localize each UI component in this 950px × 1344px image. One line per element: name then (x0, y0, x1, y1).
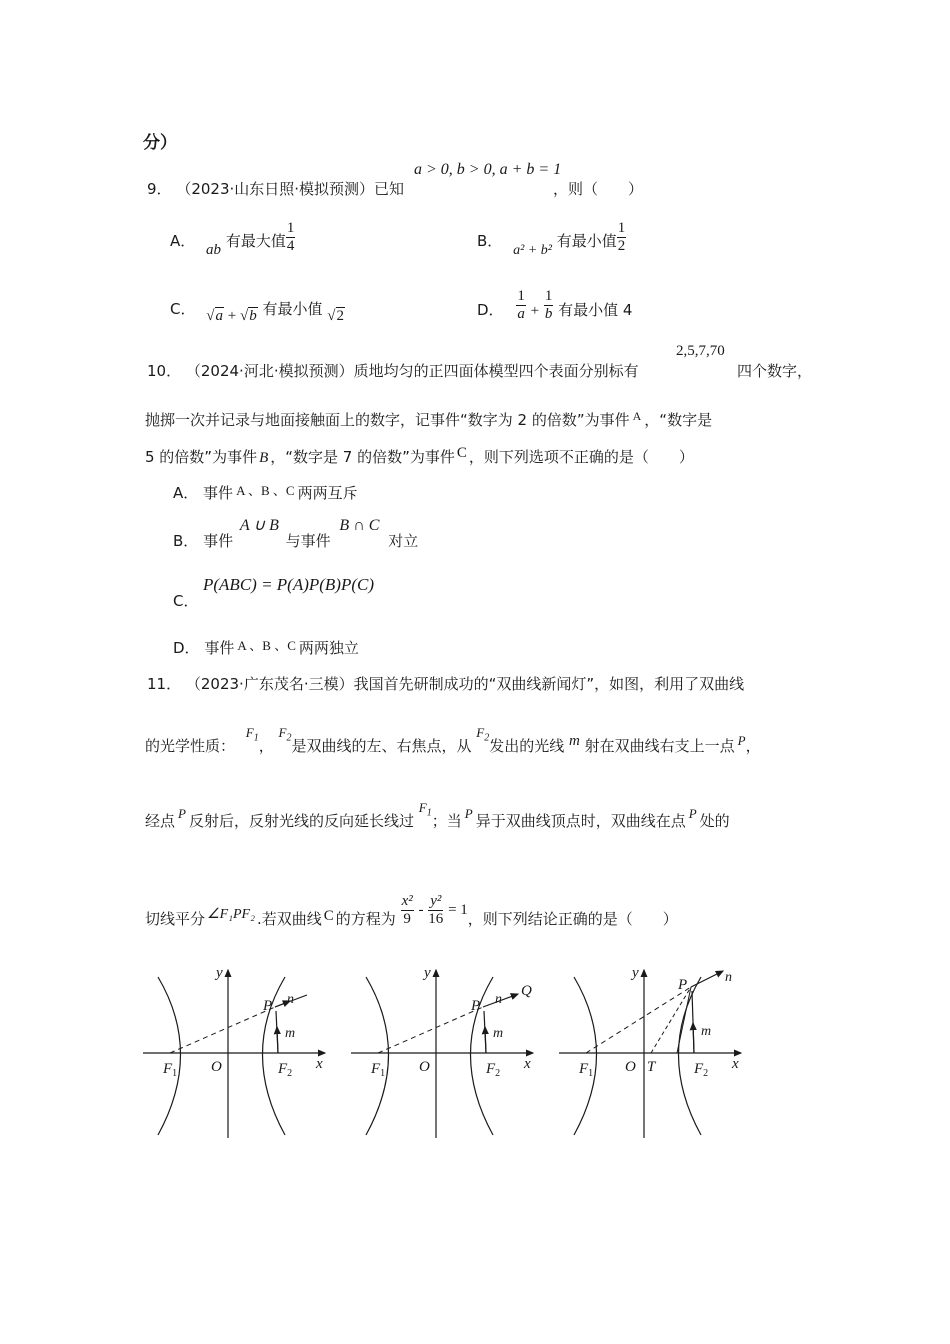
f1-sub: 1 (588, 1068, 594, 1079)
q11-line2-b: 是双曲线的左、右焦点，从 (291, 737, 472, 755)
f2-sub: 2 (703, 1068, 709, 1079)
q10-option-b[interactable] (173, 517, 419, 551)
f1-letter: F (579, 1061, 589, 1077)
q10-numbers: 2,5,7,70 (676, 343, 725, 359)
q11-line3-c: ；当 (431, 812, 462, 830)
q10-var-c: C (456, 445, 467, 461)
f1-letter: F (163, 1061, 173, 1077)
q11-number: 11． (147, 675, 182, 693)
reflected-ray (691, 971, 723, 987)
q10-b-union: A ∪ B (239, 517, 279, 534)
sqrt-2: 2 (336, 308, 345, 324)
q9-source: （2023·山东日照·模拟预测） (176, 180, 375, 198)
q10-number: 10． (147, 362, 182, 380)
frac-num: 1 (517, 288, 525, 304)
q11-line2-a: 的光学性质： (145, 737, 236, 755)
f1-letter: F (371, 1061, 381, 1077)
q9-a-text: 有最大值 (225, 232, 286, 250)
option-label: C． (173, 592, 199, 610)
q10-source: （2024·河北·模拟预测） (185, 362, 354, 380)
hyperbola-figures (125, 955, 765, 1145)
q10-b-intersect: B ∩ C (339, 517, 380, 534)
f1-sub: 1 (426, 807, 432, 819)
q9-lead: 已知 (374, 180, 405, 198)
right-branch (679, 977, 702, 1135)
q11-line3-a: 经点 (145, 812, 176, 830)
figure-2 (351, 965, 533, 1138)
f2-sub: 2 (495, 1068, 501, 1079)
q9-b-text: 有最小值 (556, 232, 617, 250)
option-label: D． (477, 301, 504, 319)
incident-arrow (277, 1027, 278, 1053)
eq-minus: - (418, 902, 424, 918)
q10-line3-a: 5 的倍数”为事件 (145, 448, 258, 466)
eq-9: 9 (403, 911, 411, 927)
q11-line3-b: 反射后，反射光线的反向延长线过 (188, 812, 414, 830)
label-f1 (162, 1061, 177, 1079)
question-9-stem (147, 178, 404, 199)
q10-option-c[interactable] (173, 590, 198, 611)
label-p: P (263, 998, 273, 1014)
label-q: Q (521, 983, 532, 999)
q10-a-pre: 事件 (203, 484, 234, 502)
q11-line4-b: .若双曲线 (256, 910, 322, 928)
option-label: A． (173, 484, 199, 502)
question-10-line1 (147, 360, 639, 381)
q11-line4-d: ，则下列结论正确的是（ ） (467, 910, 678, 928)
figure-1 (143, 965, 325, 1138)
label-m: m (701, 1024, 712, 1039)
q11-f2-again (476, 725, 490, 744)
q11-m: m (569, 733, 580, 749)
eq-16: 16 (428, 911, 444, 927)
left-branch (574, 977, 597, 1135)
f2-letter: F (694, 1061, 704, 1077)
label-x: x (524, 1056, 531, 1072)
frac-num: 1 (286, 220, 295, 236)
q10-b-pre: 事件 (203, 532, 234, 550)
q11-c: C (323, 908, 334, 924)
q11-line3-d: 异于双曲线顶点时，双曲线在点 (475, 812, 686, 830)
f1-sub: 1 (172, 1068, 178, 1079)
q10-d-vars: A 、B 、C (237, 638, 296, 653)
q11-f1 (245, 725, 259, 744)
q11-line2-d: 射在双曲线右支上一点 (584, 737, 735, 755)
label-n: n (725, 970, 732, 985)
q10-b-mid: 与事件 (285, 532, 331, 550)
q10-a-vars: A 、B 、C (236, 483, 295, 498)
f2-sub: 2 (484, 732, 490, 744)
header-continuation: 分） (143, 133, 177, 153)
label-p: P (471, 998, 481, 1014)
f2-letter: F (486, 1061, 496, 1077)
eq-rhs: = 1 (448, 902, 468, 918)
q10-line3-b: ，“数字是 7 的倍数”为事件 (270, 448, 455, 466)
q9-number: 9． (147, 180, 172, 198)
q9-option-a[interactable] (170, 220, 295, 258)
option-label: A． (170, 232, 196, 250)
f2-sub: 2 (286, 732, 292, 744)
dashed-line (378, 1007, 483, 1053)
q10-a-post: 两两互斥 (297, 484, 358, 502)
option-label: B． (477, 232, 503, 250)
incident-arrow (693, 1023, 694, 1053)
q11-source: （2023·广东茂名·三模） (185, 675, 354, 693)
label-t: T (647, 1059, 656, 1075)
q10-c-expr: P(ABC) = P(A)P(B)P(C) (203, 575, 375, 594)
label-m: m (493, 1026, 504, 1041)
q9-d-text: 有最小值 4 (558, 301, 633, 319)
q9-tail: ，则（ ） (553, 180, 644, 198)
q10-b-post: 对立 (388, 532, 419, 550)
q9-a-expr: ab (206, 242, 222, 258)
dashed-line (170, 1007, 275, 1053)
q10-option-d[interactable] (173, 637, 359, 658)
q11-p: P (464, 806, 473, 821)
question-11-line4 (145, 893, 678, 929)
q10-line1-a: 质地均匀的正四面体模型四个表面分别标有 (353, 362, 639, 380)
q9-option-b[interactable] (477, 220, 626, 258)
q11-f1-again (418, 800, 432, 819)
label-f1 (370, 1061, 385, 1079)
frac-num: 1 (617, 220, 626, 236)
label-n: n (287, 992, 294, 1007)
f2-letter: F (278, 725, 287, 740)
label-o: O (625, 1059, 636, 1075)
q11-line4-c: 的方程为 (335, 910, 396, 928)
f1-letter: F (418, 800, 427, 815)
dashed-line-f1 (586, 987, 691, 1053)
q11-line1-text: 我国首先研制成功的“双曲线新闻灯”，如图，利用了双曲线 (353, 675, 745, 693)
q9-condition: a > 0, b > 0, a + b = 1 (414, 161, 562, 178)
question-10-line2 (145, 409, 712, 430)
question-11-line1 (147, 673, 744, 694)
left-branch (366, 977, 389, 1135)
label-o: O (419, 1059, 430, 1075)
label-x: x (316, 1056, 323, 1072)
option-label: D． (173, 639, 200, 657)
plus: + (227, 308, 237, 324)
q10-line1-b: 四个数字， (737, 362, 813, 380)
question-11-line2: 的光学性质： $F_1$， $F_2$是双曲线的左、右焦点，从 $F_2$发出的光线 m 射在双曲线右支上一点 P， (145, 725, 761, 755)
eq-x: x² (401, 893, 413, 909)
sqrt-a: a (215, 308, 223, 324)
q10-d-post: 两两独立 (298, 639, 359, 657)
incident-arrow (485, 1027, 486, 1053)
tangent-line (677, 987, 691, 1053)
dashed-line-t (651, 987, 691, 1053)
figure-3 (559, 965, 741, 1138)
label-f2 (277, 1061, 292, 1079)
option-label: C． (170, 300, 196, 318)
frac-den: a (517, 306, 525, 322)
sqrt-b: b (249, 308, 257, 324)
q10-line3-c: ，则下列选项不正确的是（ ） (468, 448, 694, 466)
frac-den: 2 (617, 238, 626, 254)
q11-line2-c: 发出的光线 (489, 737, 565, 755)
label-f2 (693, 1061, 708, 1079)
question-11-line3 (145, 800, 730, 833)
q9-c-text: 有最小值 (262, 300, 323, 318)
q11-p: P (688, 806, 697, 821)
option-label: B． (173, 532, 199, 550)
plus: + (530, 303, 540, 319)
q11-p: P (178, 806, 186, 821)
label-f1 (578, 1061, 593, 1079)
q11-p: P (737, 733, 746, 748)
label-y: y (424, 965, 431, 981)
label-o: O (211, 1059, 222, 1075)
label-n: n (495, 992, 502, 1007)
label-y: y (632, 965, 639, 981)
label-f2 (485, 1061, 500, 1079)
q11-angle: ∠F₁PF₂ (207, 907, 255, 922)
f2-letter: F (476, 725, 485, 740)
f1-letter: F (245, 725, 254, 740)
label-p: P (678, 977, 688, 993)
q9-option-c[interactable]: C． √a + √b 有最小值 √2 (170, 300, 345, 324)
q10-line2-end: ，“数字是 (644, 411, 713, 429)
q11-line3-e: 处的 (699, 812, 730, 830)
eq-y: y² (430, 893, 442, 909)
f2-letter: F (278, 1061, 288, 1077)
frac-den: b (544, 306, 553, 322)
label-m: m (285, 1026, 296, 1041)
q9-b-expr: a² + b² (513, 243, 552, 258)
f1-sub: 1 (253, 732, 259, 744)
q10-option-a[interactable] (173, 482, 358, 503)
q10-line2-text: 抛掷一次并记录与地面接触面上的数字，记事件“数字为 2 的倍数”为事件 (145, 411, 630, 429)
frac-den: 4 (286, 238, 295, 254)
f2-sub: 2 (287, 1068, 293, 1079)
q10-d-pre: 事件 (204, 639, 235, 657)
left-branch (158, 977, 181, 1135)
q11-f2 (278, 725, 292, 744)
q10-var-a: A (632, 409, 642, 423)
frac-num: 1 (544, 288, 553, 304)
q9-option-d[interactable] (477, 288, 633, 323)
f1-sub: 1 (380, 1068, 386, 1079)
label-x: x (732, 1056, 739, 1072)
q11-line4-a: 切线平分 (145, 910, 206, 928)
q10-var-b: B (259, 450, 269, 466)
label-y: y (216, 965, 223, 981)
question-10-line3 (145, 446, 694, 467)
